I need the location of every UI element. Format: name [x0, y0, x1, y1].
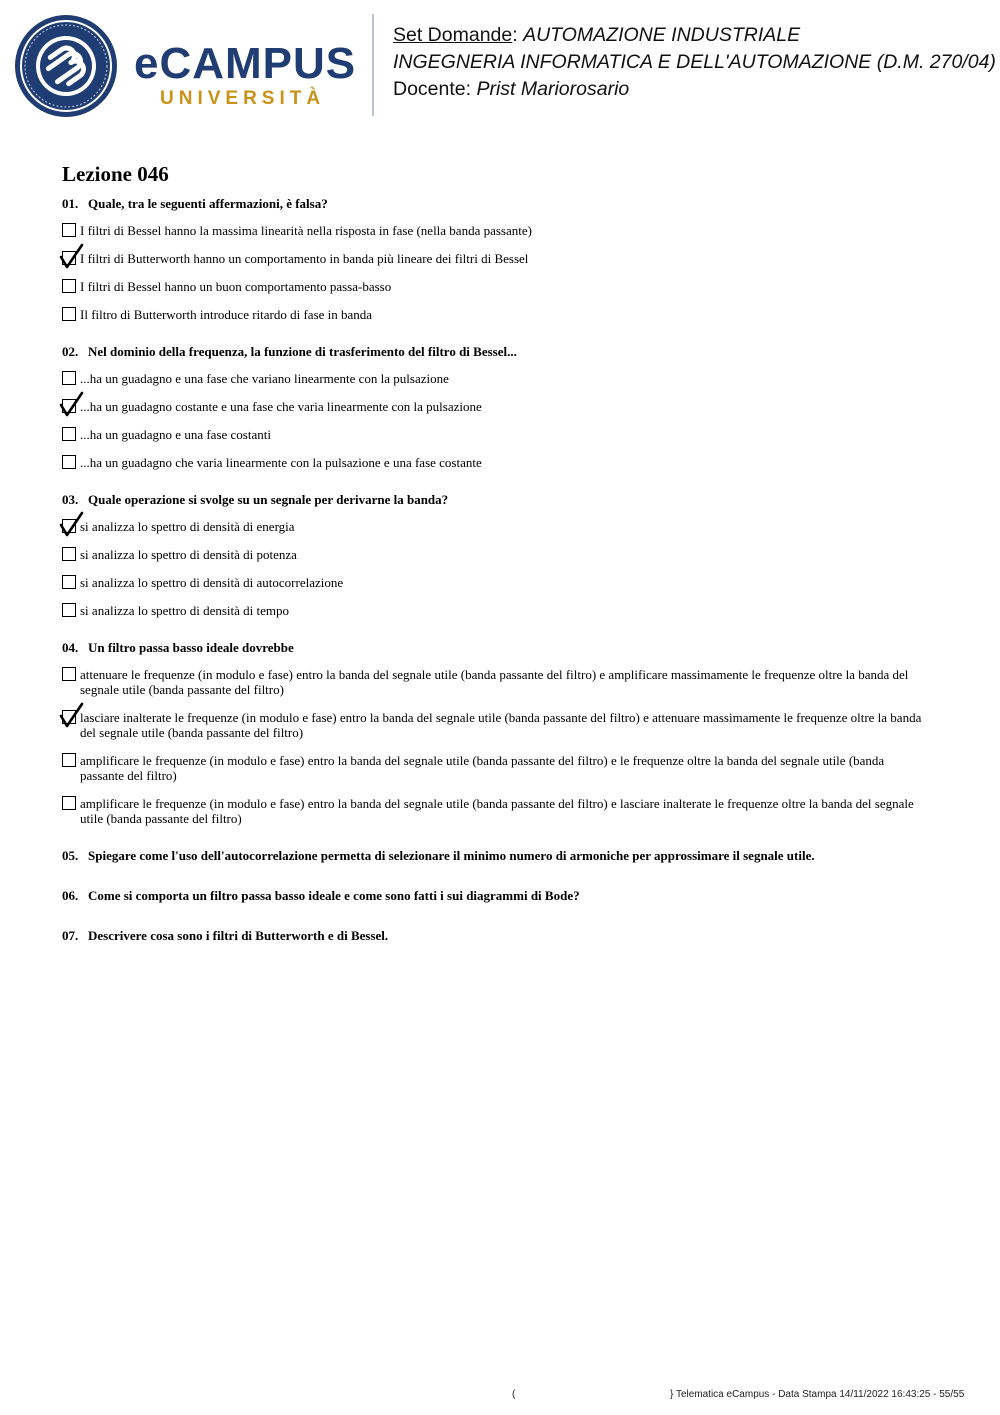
answer-text: si analizza lo spettro di densità di potenza [80, 547, 297, 562]
answer-option[interactable] [62, 753, 924, 783]
checkmark-icon [60, 243, 84, 269]
question-03 [62, 492, 924, 618]
question-text: Spiegare come l'uso dell'autocorrelazione permetta di selezionare il minimo numero di armoniche per approssimare il segnale utile. [88, 848, 815, 863]
degree-name: INGEGNERIA INFORMATICA E DELL'AUTOMAZIONE (D.M. 270/04) [393, 51, 996, 73]
answer-option[interactable] [62, 455, 924, 470]
answer-text: I filtri di Butterworth hanno un comportamento in banda più lineare dei filtri di Bessel [80, 251, 529, 266]
answer-text: ...ha un guadagno e una fase costanti [80, 427, 271, 442]
question-text: Quale, tra le seguenti affermazioni, è falsa? [88, 196, 328, 211]
question-title [62, 344, 924, 359]
checkmark-stroke [61, 393, 82, 415]
checkbox[interactable] [62, 575, 76, 589]
footer-text: } Telematica eCampus - Data Stampa 14/11/2022 16:43:25 - 55/55 [670, 1389, 965, 1400]
question-02 [62, 344, 924, 470]
checkmark-stroke [61, 245, 82, 267]
brand-sub: UNIVERSITÀ [160, 88, 326, 109]
document-header [393, 22, 996, 103]
answer-text: attenuare le frequenze (in modulo e fase) entro la banda del segnale utile (banda passante del filtro) e amplificare massimamente le frequenze oltre la banda del segnale utile (banda passante del filtro) [80, 667, 909, 697]
question-number: 05. [62, 848, 79, 863]
question-text: Un filtro passa basso ideale dovrebbe [88, 640, 294, 655]
checkbox[interactable] [62, 427, 76, 441]
checkbox[interactable] [62, 279, 76, 293]
answer-text: I filtri di Bessel hanno la massima linearità nella risposta in fase (nella banda passante) [80, 223, 532, 238]
question-text: Nel dominio della frequenza, la funzione di trasferimento del filtro di Bessel... [88, 344, 517, 359]
checkbox[interactable] [62, 455, 76, 469]
question-title [62, 640, 924, 655]
question-number: 01. [62, 196, 79, 211]
header-line-course [393, 22, 996, 49]
answer-option[interactable] [62, 667, 924, 697]
checkmark-stroke [61, 704, 82, 726]
teacher-label: Docente: [393, 78, 477, 100]
footer-left: ( [512, 1389, 516, 1400]
answer-option[interactable] [62, 575, 924, 590]
answer-text: si analizza lo spettro di densità di energia [80, 519, 295, 534]
checkmark-icon [60, 702, 84, 728]
checkbox[interactable] [62, 603, 76, 617]
question-text: Come si comporta un filtro passa basso ideale e come sono fatti i sui diagrammi di Bode? [88, 888, 580, 903]
question-04 [62, 640, 924, 826]
set-label: Set Domande [393, 24, 513, 46]
header-line-teacher [393, 76, 996, 103]
answer-option[interactable] [62, 547, 924, 562]
set-colon: : [512, 24, 524, 46]
checkbox[interactable] [62, 307, 76, 321]
answer-option[interactable] [62, 251, 924, 266]
answer-text: ...ha un guadagno costante e una fase che varia linearmente con la pulsazione [80, 399, 482, 414]
checkmark-icon [60, 511, 84, 537]
checkmark-icon [60, 391, 84, 417]
answer-option[interactable] [62, 307, 924, 322]
questions-container [62, 196, 924, 968]
answer-option[interactable] [62, 371, 924, 386]
answer-text: amplificare le frequenze (in modulo e fase) entro la banda del segnale utile (banda passante del filtro) e le frequenze oltre la banda del segnale utile (banda passante del filtro) [80, 753, 885, 783]
open-question-05 [62, 848, 924, 863]
answer-option[interactable] [62, 603, 924, 618]
question-01 [62, 196, 924, 322]
open-question-06 [62, 888, 924, 903]
checkbox[interactable] [62, 667, 76, 681]
question-number: 03. [62, 492, 79, 507]
question-text: Quale operazione si svolge su un segnale per derivarne la banda? [88, 492, 449, 507]
teacher-name: Prist Mariorosario [476, 78, 630, 100]
question-title [62, 196, 924, 211]
answer-option[interactable] [62, 399, 924, 414]
checkbox[interactable] [62, 753, 76, 767]
answer-option[interactable] [62, 279, 924, 294]
question-text: Descrivere cosa sono i filtri di Butterworth e di Bessel. [88, 928, 389, 943]
answer-option[interactable] [62, 710, 924, 740]
ecampus-wordmark [134, 40, 359, 110]
answer-option[interactable] [62, 427, 924, 442]
answer-option[interactable] [62, 796, 924, 826]
answer-text: Il filtro di Butterworth introduce ritardo di fase in banda [80, 307, 373, 322]
checkbox[interactable] [62, 796, 76, 810]
answer-text: ...ha un guadagno che varia linearmente con la pulsazione e una fase costante [80, 455, 482, 470]
question-number: 04. [62, 640, 79, 655]
question-title [62, 492, 924, 507]
ecampus-seal-logo [14, 14, 118, 118]
course-name: AUTOMAZIONE INDUSTRIALE [523, 24, 801, 46]
answer-text: si analizza lo spettro di densità di autocorrelazione [80, 575, 344, 590]
header-divider [372, 14, 374, 116]
answer-option[interactable] [62, 223, 924, 238]
question-number: 06. [62, 888, 79, 903]
question-number: 02. [62, 344, 79, 359]
answer-text: si analizza lo spettro di densità di tempo [80, 603, 290, 618]
answer-text: I filtri di Bessel hanno un buon comportamento passa-basso [80, 279, 392, 294]
brand-word: eCAMPUS [134, 39, 357, 88]
answer-option[interactable] [62, 519, 924, 534]
open-question-07 [62, 928, 924, 943]
answer-text: amplificare le frequenze (in modulo e fase) entro la banda del segnale utile (banda passante del filtro) e lasciare inalterate le frequenze oltre la banda del segnale utile (banda passante del filtro) [80, 796, 914, 826]
lesson-title: Lezione 046 [62, 162, 169, 186]
checkbox[interactable] [62, 371, 76, 385]
question-number: 07. [62, 928, 79, 943]
checkbox[interactable] [62, 547, 76, 561]
answer-text: lasciare inalterate le frequenze (in modulo e fase) entro la banda del segnale utile (banda passante del filtro) e attenuare massimamente le frequenze oltre la banda del segnale utile (banda passante del filtro) [80, 710, 922, 740]
answer-text: ...ha un guadagno e una fase che variano linearmente con la pulsazione [80, 371, 449, 386]
checkmark-stroke [61, 513, 82, 535]
checkbox[interactable] [62, 223, 76, 237]
